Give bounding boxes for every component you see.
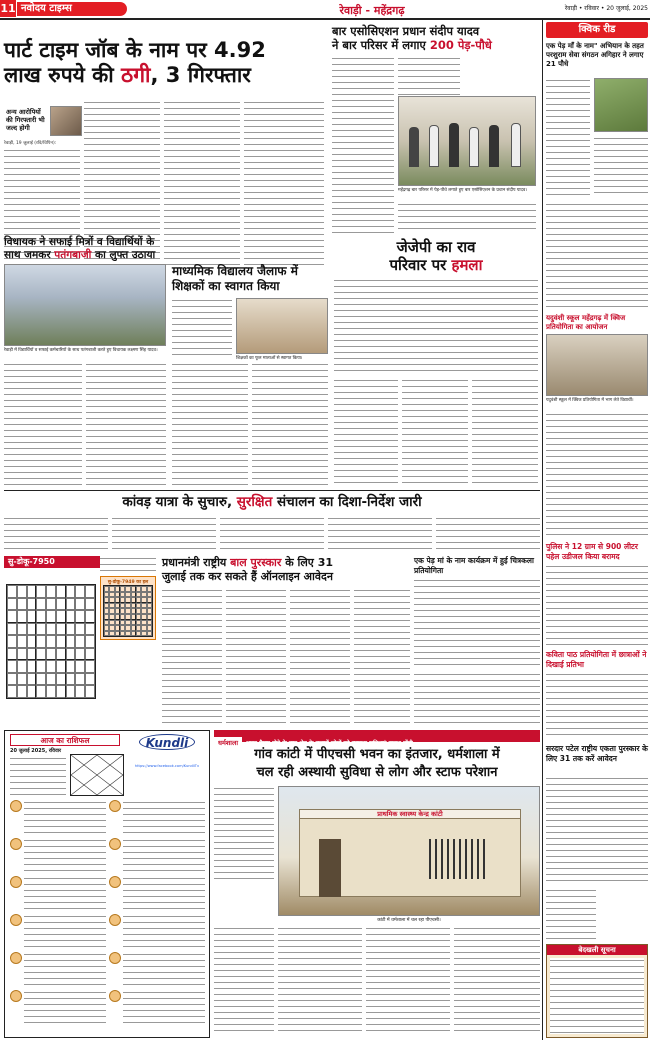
jjp-headline-line1: जेजेपी का राव	[396, 238, 476, 256]
rashi-text	[24, 952, 106, 988]
rashifal-chart-lines	[71, 755, 123, 795]
sudoku-cell[interactable]	[17, 585, 27, 598]
school-quiz-text	[546, 412, 648, 538]
mla-headline-part: साथ जमकर	[4, 249, 55, 261]
school-text-col3	[252, 362, 328, 486]
sudoku-cell[interactable]	[66, 610, 76, 623]
sudoku-cell[interactable]	[46, 660, 56, 673]
sudoku-cell[interactable]	[46, 635, 56, 648]
phc-sign: प्राथमिक स्वास्थ्य केन्द्र कांटी	[299, 809, 521, 819]
dharamshala-strap	[214, 730, 540, 747]
sudoku-cell[interactable]	[75, 623, 85, 636]
rashi-item	[10, 838, 107, 874]
kanwar-text-col4	[328, 516, 432, 552]
bar-headline-line1: बार एसोसिएशन प्रधान संदीप यादव	[332, 24, 480, 38]
rashi-item	[10, 990, 107, 1026]
award-headline-line1	[162, 556, 408, 570]
award-text-col1	[162, 588, 222, 724]
sudoku-cell[interactable]	[75, 660, 85, 673]
sudoku-cell[interactable]	[56, 585, 66, 598]
page-number: 11	[0, 2, 16, 15]
notice-box	[546, 944, 648, 1038]
rashi-item	[109, 952, 206, 988]
zodiac-icon	[10, 952, 22, 964]
scam-dateline: रेवाड़ी, 19 जुलाई (रवि/विपिन):	[4, 141, 57, 146]
sudoku-cell	[147, 631, 152, 637]
mla-text-col2	[86, 362, 166, 486]
sudoku-cell[interactable]	[85, 660, 95, 673]
sudoku-cell[interactable]	[17, 610, 27, 623]
police-headline: पुलिस ने 12 ग्राम से 900 लीटर पहेल उडीजल किया बरामद	[546, 542, 638, 561]
sudoku-cell[interactable]	[7, 685, 17, 698]
sudoku-cell[interactable]	[36, 635, 46, 648]
kanwar-headline	[4, 494, 540, 511]
sudoku-cell[interactable]	[56, 660, 66, 673]
dharamshala-text-col2	[214, 926, 274, 1036]
quick-read-headline: एक पेड़ माँ के नाम" अभियान के तहत परशुराम सेवा संगठन अगिहार ने लगाए 21 पौधे	[546, 42, 644, 68]
mla-text-col1	[4, 362, 82, 486]
sudoku-cell[interactable]	[27, 610, 37, 623]
kundli-url: https://www.facebook.com/KundliTv	[134, 764, 200, 768]
sudoku-title: सु-डोकू-7950	[4, 556, 104, 568]
sudoku-cell[interactable]	[7, 648, 17, 661]
sudoku-cell[interactable]	[46, 610, 56, 623]
quick-read-photo	[594, 78, 648, 132]
award-headline	[162, 556, 408, 584]
jjp-headline-highlight: हमला	[451, 256, 483, 274]
scam-photo	[50, 106, 82, 136]
sudoku-cell[interactable]	[36, 610, 46, 623]
zodiac-icon	[10, 838, 22, 850]
bar-text-col1	[332, 56, 394, 234]
sudoku-cell[interactable]	[56, 673, 66, 686]
dharamshala-headline	[214, 746, 540, 782]
bar-headline-line2	[332, 38, 542, 52]
zodiac-icon	[10, 990, 22, 1002]
painting-text	[414, 578, 540, 668]
police-text	[546, 564, 648, 646]
sudoku-cell[interactable]	[36, 673, 46, 686]
kanwar-headline-highlight: सुरक्षित	[236, 494, 273, 510]
zodiac-icon	[109, 914, 121, 926]
kanwar-rule	[4, 490, 540, 491]
bar-caption: महेंद्रगढ़ बार परिसर में पेड़-पौधे लगाते हुए बार एसोसिएशन के प्रधान संदीप यादव।	[398, 188, 527, 193]
sudoku-cell[interactable]	[7, 635, 17, 648]
painting-headline: एक पेड़ मां के नाम कार्यक्रम में हुई चित्रकला प्रतियोगिता	[414, 556, 534, 575]
sudoku-cell[interactable]	[36, 598, 46, 611]
sudoku-cell[interactable]	[36, 685, 46, 698]
school-caption: शिक्षकों का फूल मालाओं से स्वागत किया।	[236, 356, 303, 361]
rashifal-date: 20 जुलाई 2025, रविवार	[10, 748, 62, 754]
phc-caption: कांटी में धर्मशाला में चल रहा पीएचसी।	[377, 918, 441, 923]
dharamshala-headline-line1: गांव कांटी में पीएचसी भवन का इंतजार, धर्मशाला में	[254, 747, 500, 762]
award-text-col4	[354, 588, 410, 724]
bar-text-col3	[398, 202, 536, 234]
school-quiz-caption: यदुवंशी स्कूल में क्विज प्रतियोगिता में भाग लेते विद्यार्थी।	[546, 398, 634, 403]
quick-read-tag: क्विक रीड	[546, 22, 648, 38]
sudoku-cell[interactable]	[75, 610, 85, 623]
sudoku-cell[interactable]	[7, 610, 17, 623]
sudoku-cell[interactable]	[7, 673, 17, 686]
sudoku-cell[interactable]	[56, 635, 66, 648]
sudoku-cell[interactable]	[66, 598, 76, 611]
rashi-item	[10, 800, 107, 836]
rashi-item	[10, 952, 107, 988]
jjp-headline	[334, 238, 538, 274]
rashi-text	[123, 800, 205, 836]
page-dateline: रेवाड़ी • रविवार • 20 जुलाई, 2025	[564, 5, 648, 12]
sudoku-cell[interactable]	[85, 623, 95, 636]
zodiac-icon	[109, 990, 121, 1002]
notice-text	[550, 958, 644, 1034]
kanwar-text-col5	[436, 516, 540, 552]
rashi-text	[123, 914, 205, 950]
zodiac-icon	[109, 952, 121, 964]
award-text-col2	[226, 588, 286, 724]
sudoku-cell[interactable]	[66, 585, 76, 598]
sudoku-cell[interactable]	[56, 648, 66, 661]
rashi-text	[24, 914, 106, 950]
sudoku-cell[interactable]	[56, 623, 66, 636]
dharamshala-text-col5	[454, 926, 540, 1036]
sudoku-cell[interactable]	[27, 598, 37, 611]
kanwar-headline-part: कांवड़ यात्रा के सुचारु,	[122, 494, 237, 510]
award-headline-part2: के लिए 31	[281, 556, 334, 569]
sudoku-answer-box	[100, 576, 156, 640]
scam-headline-line1: पार्ट टाइम जॉब के नाम पर 4.92	[4, 38, 266, 62]
sudoku-answer-grid	[103, 585, 153, 637]
sudoku-answer-label: सु-डोकू-7949 का हल	[107, 580, 149, 585]
sudoku-cell[interactable]	[7, 585, 17, 598]
sudoku-cell[interactable]	[85, 585, 95, 598]
dharamshala-headline-line2: चल रही अस्थायी सुविधा से लोग और स्टाफ परेशान	[256, 765, 498, 780]
bar-photo	[398, 96, 536, 186]
sudoku-cell[interactable]	[36, 660, 46, 673]
award-headline-part: प्रधानमंत्री राष्ट्रीय	[162, 556, 231, 569]
rashi-item	[10, 876, 107, 912]
sardar-text	[546, 776, 648, 886]
zodiac-icon	[109, 876, 121, 888]
sudoku-cell[interactable]	[46, 673, 56, 686]
sudoku-cell[interactable]	[17, 673, 27, 686]
mla-headline-highlight: पतंगबाजी	[54, 249, 92, 261]
mla-headline-part2: का लुफ्त उठाया	[91, 249, 156, 261]
dharamshala-strap-text: भवन तैयार होने के बाद क्षेत्र के हजारों लोगों को स्वास्थ्य सुविधाएं सुलभ होंगी	[246, 740, 413, 747]
sudoku-cell[interactable]	[85, 685, 95, 698]
sudoku-cell[interactable]	[7, 660, 17, 673]
rashi-text	[24, 876, 106, 912]
sudoku-cell[interactable]	[27, 585, 37, 598]
sudoku-cell[interactable]	[7, 598, 17, 611]
sudoku-cell[interactable]	[46, 648, 56, 661]
quick-read-text-col1	[546, 78, 590, 198]
sudoku-cell[interactable]	[56, 610, 66, 623]
bar-text-col2	[398, 56, 460, 96]
district-title: रेवाड़ी - महेंद्रगढ़	[339, 4, 405, 17]
sudoku-cell[interactable]	[17, 660, 27, 673]
school-text-col1	[172, 298, 232, 358]
rashi-text	[24, 990, 106, 1026]
mla-photo	[4, 264, 166, 346]
sudoku-instructions	[100, 556, 156, 574]
sudoku-cell[interactable]	[17, 648, 27, 661]
dharamshala-strap-label: धर्मशाला	[214, 737, 242, 749]
sudoku-cell[interactable]	[75, 673, 85, 686]
sudoku-cell[interactable]	[27, 635, 37, 648]
zodiac-icon	[109, 838, 121, 850]
rashi-text	[123, 876, 205, 912]
sudoku-cell[interactable]	[66, 623, 76, 636]
sudoku-cell[interactable]	[85, 610, 95, 623]
jjp-text-col3	[472, 378, 538, 486]
kanwar-text-col3	[220, 516, 324, 552]
mla-headline-line2	[4, 249, 328, 262]
sudoku-cell[interactable]	[56, 598, 66, 611]
bar-headline	[332, 24, 542, 52]
jjp-text-top	[334, 278, 538, 374]
bar-headline-part: ने बार परिसर में लगाए	[332, 38, 430, 52]
sudoku-cell[interactable]	[85, 648, 95, 661]
sudoku-cell[interactable]	[75, 685, 85, 698]
rashi-item	[109, 838, 206, 874]
mla-caption: रेवाड़ी में विद्यार्थियों व सफाई कर्मचारियों के साथ पतंगबाजी करते हुए विधायक लक्ष्मण सिंह यादव।	[4, 348, 158, 353]
rashi-text	[123, 952, 205, 988]
painting-text2	[414, 672, 540, 724]
jjp-headline-part: परिवार पर	[389, 256, 452, 274]
bar-headline-highlight: 200 पेड़-पौधे	[429, 38, 492, 52]
kundli-brand: Kundli	[145, 736, 189, 750]
sudoku-cell[interactable]	[7, 623, 17, 636]
sardar-headline: सरदार पटेल राष्ट्रीय एकता पुरस्कार के लिए 31 तक करें आवेदन	[546, 744, 648, 763]
school-photo	[236, 298, 328, 354]
kanwar-text-col1	[4, 516, 108, 552]
rashi-item	[109, 876, 206, 912]
sudoku-cell[interactable]	[85, 598, 95, 611]
sudoku-cell[interactable]	[66, 685, 76, 698]
poem-text	[546, 672, 648, 740]
jjp-text-col2	[402, 378, 468, 486]
jjp-headline-line2	[334, 256, 538, 274]
sudoku-cell[interactable]	[27, 685, 37, 698]
sudoku-cell[interactable]	[27, 660, 37, 673]
sudoku-cell[interactable]	[75, 598, 85, 611]
scam-sidebar: अन्य आरोपियों की गिरफ्तारी भी जल्द होगी	[6, 108, 45, 132]
rashifal-panchang	[10, 756, 66, 796]
header-rule	[0, 18, 650, 20]
rashi-item	[10, 914, 107, 950]
school-quiz-photo	[546, 334, 648, 396]
scam-headline-line2	[4, 63, 324, 88]
mla-headline-line1: विधायक ने सफाई मित्रों व विद्यार्थियों के	[4, 236, 155, 248]
right-column-divider	[542, 20, 543, 1040]
zodiac-icon	[10, 876, 22, 888]
award-headline-line2: जुलाई तक कर सकते हैं ऑनलाइन आवेदन	[162, 570, 333, 583]
sudoku-cell[interactable]	[46, 623, 56, 636]
scam-headline-highlight: ठगी	[121, 63, 151, 87]
rashi-text	[24, 838, 106, 874]
rashifal-grid	[10, 800, 206, 1026]
sudoku-cell[interactable]	[17, 623, 27, 636]
masthead-logo: नवोदय टाइम्स	[17, 2, 127, 16]
rashi-text	[24, 800, 106, 836]
school-headline	[172, 264, 328, 294]
mla-headline	[4, 236, 328, 262]
poem-headline: कविता पाठ प्रतियोगिता में छात्राओं ने दिखाई प्रतिभा	[546, 650, 647, 669]
rashi-item	[109, 800, 206, 836]
rashifal-title: आज का राशिफल	[10, 734, 120, 746]
sudoku-cell[interactable]	[46, 685, 56, 698]
kanwar-headline-part2: संचालन का दिशा-निर्देश जारी	[272, 494, 422, 510]
school-quiz-headline: यदुवंशी स्कूल महेंद्रगढ़ में क्विज प्रतियोगिता का आयोजन	[546, 314, 626, 331]
sudoku-cell[interactable]	[17, 598, 27, 611]
rashi-text	[123, 838, 205, 874]
scam-headline-part: लाख रुपये की	[4, 63, 122, 87]
scam-headline	[4, 38, 324, 88]
rashi-item	[109, 990, 206, 1026]
award-headline-highlight: बाल पुरस्कार	[230, 556, 282, 569]
sudoku-cell[interactable]	[66, 660, 76, 673]
sudoku-cell[interactable]	[75, 635, 85, 648]
sudoku-cell[interactable]	[27, 623, 37, 636]
rashi-item	[109, 914, 206, 950]
school-text-col2	[172, 362, 248, 486]
sudoku-cell[interactable]	[66, 648, 76, 661]
school-headline-line1: माध्यमिक विद्यालय जैलाफ में	[172, 264, 298, 278]
sudoku-cell[interactable]	[36, 623, 46, 636]
sudoku-cell[interactable]	[85, 635, 95, 648]
jjp-text-col1	[334, 378, 398, 486]
sudoku-cell[interactable]	[36, 648, 46, 661]
zodiac-icon	[109, 800, 121, 812]
kanwar-text-col2	[112, 516, 216, 552]
sudoku-cell[interactable]	[75, 648, 85, 661]
quick-read-text-col2	[594, 136, 648, 198]
school-headline-line2: शिक्षकों का स्वागत किया	[172, 279, 280, 293]
sudoku-cell[interactable]	[66, 635, 76, 648]
scam-headline-part2: , 3 गिरफ्तार	[150, 63, 251, 87]
sudoku-cell[interactable]	[36, 585, 46, 598]
notice-title: बेदखली सूचना	[547, 945, 647, 955]
phc-photo	[278, 786, 540, 916]
sudoku-cell[interactable]	[46, 598, 56, 611]
dharamshala-text-col4	[366, 926, 450, 1036]
sudoku-cell[interactable]	[17, 685, 27, 698]
award-text-col3	[290, 588, 350, 724]
sudoku-grid[interactable]	[6, 584, 96, 699]
quick-read-text-col3	[546, 202, 648, 310]
dharamshala-text-col3	[278, 926, 362, 1036]
rashifal-chart	[70, 754, 124, 796]
sudoku-cell[interactable]	[56, 685, 66, 698]
dharamshala-text-col1	[214, 786, 274, 882]
zodiac-icon	[10, 800, 22, 812]
sardar-text-2	[546, 888, 596, 940]
sudoku-cell[interactable]	[27, 648, 37, 661]
sudoku-cell[interactable]	[27, 673, 37, 686]
sudoku-cell[interactable]	[66, 673, 76, 686]
rashi-text	[123, 990, 205, 1026]
sudoku-cell[interactable]	[17, 635, 27, 648]
sudoku-cell[interactable]	[85, 673, 95, 686]
sudoku-cell[interactable]	[46, 585, 56, 598]
zodiac-icon	[10, 914, 22, 926]
kundli-logo-box	[128, 734, 206, 798]
sudoku-cell[interactable]	[75, 585, 85, 598]
